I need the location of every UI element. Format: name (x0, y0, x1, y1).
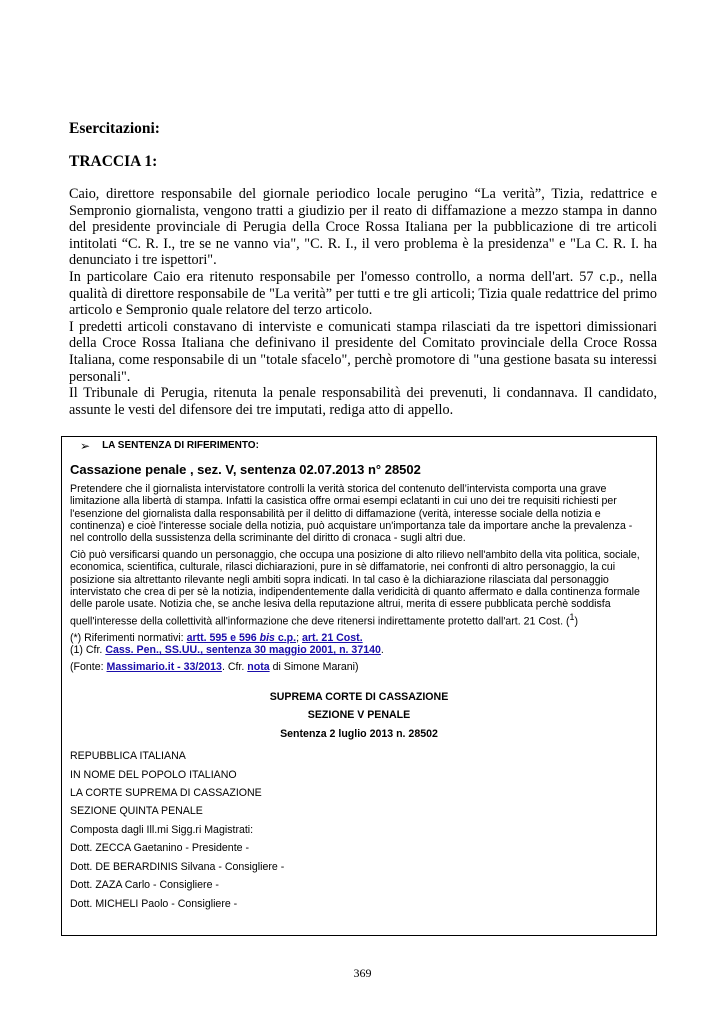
summary-paragraph (70, 549, 648, 628)
arrow-bullet-icon: ➢ (80, 439, 91, 453)
cfr-line (70, 644, 648, 656)
section-heading-esercitazioni: Esercitazioni: (69, 120, 160, 137)
cfr-suffix: . (380, 644, 384, 657)
body-line: Dott. DE BERARDINIS Silvana - Consigliere - (70, 860, 285, 873)
body-line: REPUBBLICA ITALIANA (70, 750, 186, 763)
court-line: Sentenza 2 luglio 2013 n. 28502 (280, 727, 438, 740)
summary-text-end: ) (574, 615, 578, 628)
link-text: c.p. (274, 631, 297, 644)
fonte-prefix: (Fonte: (70, 660, 107, 673)
sentenza-body-lines (70, 750, 648, 910)
court-line: SEZIONE V PENALE (307, 709, 411, 722)
traccia-paragraph: Il Tribunale di Perugia, ritenuta la penale responsabilità dei prevenuti, li condannava. Il candidato, assunte le vesti del difensore dei tre imputati, rediga atto di appello. (69, 385, 657, 418)
traccia-title: TRACCIA 1: (69, 153, 158, 170)
traccia-body (69, 186, 657, 418)
body-line: IN NOME DEL POPOLO ITALIANO (70, 768, 237, 781)
fonte-line (70, 661, 648, 673)
link-art-21-cost[interactable]: art. 21 Cost. (302, 631, 363, 644)
body-line: Composta dagli Ill.mi Sigg.ri Magistrati: (70, 823, 254, 836)
link-cass-pen-ssuu[interactable]: Cass. Pen., SS.UU., sentenza 30 maggio 2001, n. 37140 (105, 644, 381, 657)
traccia-paragraph: Caio, direttore responsabile del giornale periodico locale perugino “La verità”, Tizia, redattrice e Sempronio giornalista, vengono tratti a giudizio per il reato di diffamazione a mezzo stampa in danno del presidente provinciale di Perugia della Croce Rossa Italiana per la pubblicazione di tre articoli intitolati “C. R. I., tre se ne vanno via", "C. R. I., il vero problema è la presidenza" e "La C. R. I. ha denunciato i tre ispettori". (69, 186, 657, 269)
refs-prefix: (*) Riferimenti normativi: (70, 631, 187, 644)
summary-paragraph: Pretendere che il giornalista intervistatore controlli la verità storica del contenuto dell’intervista comporta una grave limitazione alla libertà di stampa. Infatti la casistica offre ormai esempi eclatanti in cui uno dei tre requisiti richiesti per l'esenzione del giornalista dalla responsabilità per il delitto di diffamazione (verità, interesse sociale della notizia e continenza) e cioè l'interesse sociale della notizia, può acquistare un'importanza tale da importare anche la prevalenza - nel controllo della sussistenza della scriminante del diritto di cronaca - sugli altri due. (70, 482, 633, 545)
court-block (70, 691, 648, 740)
sentenza-header (80, 440, 648, 452)
footnote-marker: 1 (569, 611, 575, 622)
sentenza-header-label: LA SENTENZA DI RIFERIMENTO: (102, 440, 259, 451)
body-line: Dott. ZECCA Gaetanino - Presidente - (70, 842, 249, 855)
fonte-suffix: di Simone Marani) (269, 660, 359, 673)
riferimenti-normativi (70, 632, 648, 644)
body-line: SEZIONE QUINTA PENALE (70, 805, 203, 818)
case-title: Cassazione penale , sez. V, sentenza 02.07.2013 n° 28502 (70, 462, 421, 478)
refs-separator: ; (296, 631, 302, 644)
sentenza-box (61, 436, 657, 936)
link-text-italic: bis (259, 631, 275, 644)
link-massimario[interactable]: Massimario.it - 33/2013 (106, 660, 222, 673)
summary-text: Ciò può versificarsi quando un personaggio, che occupa una posizione di alto rilievo nell'ambito della vita politica, sociale, economica, scientifica, culturale, rilasci dichiarazioni, pure in sè diffamatorie, nei confronti di altro personaggio, la cui posizione sia altrettanto rilevante negli ambiti sopra indicati. In tal caso è la dichiarazione rilasciata dal personaggio intervistato che crea di per sè la notizia, indipendentemente dalla veridicità di quanto affermato e dalla continenza formale delle parole usate. Notizia che, se anche lesiva della reputazione altrui, merita di essere pubblicata perchè soddisfa quell'interesse della collettività all'informazione che deve ritenersi indirettamente protetto dall'art. 21 Cost. ( (70, 548, 640, 628)
traccia-paragraph: I predetti articoli constavano di interviste e comunicati stampa rilasciati da tre ispettori dimissionari della Croce Rossa Italiana che definivano il presidente del Comitato provinciale della Croce Rossa Italiana, come responsabile di un "totale sfacelo", perchè promotore di "una gestione basata su interessi personali". (69, 318, 657, 385)
court-line: SUPREMA CORTE DI CASSAZIONE (269, 691, 449, 704)
link-nota[interactable]: nota (247, 660, 270, 673)
link-artt-595-596-cp[interactable] (187, 632, 297, 644)
body-line: Dott. MICHELI Paolo - Consigliere - (70, 897, 238, 910)
body-line: LA CORTE SUPREMA DI CASSAZIONE (70, 787, 262, 800)
cfr-prefix: (1) Cfr. (70, 644, 106, 657)
page-number: 369 (353, 966, 372, 980)
traccia-paragraph: In particolare Caio era ritenuto responsabile per l'omesso controllo, a norma dell'art. 57 c.p., nella qualità di direttore responsabile de "La verità” per tutti e tre gli articoli; Tizia quale redattrice del primo articolo e Sempronio quale relatore del terzo articolo. (69, 268, 657, 319)
link-text: artt. 595 e 596 (186, 631, 260, 644)
fonte-mid: . Cfr. (221, 660, 248, 673)
body-line: Dott. ZAZA Carlo - Consigliere - (70, 879, 219, 892)
